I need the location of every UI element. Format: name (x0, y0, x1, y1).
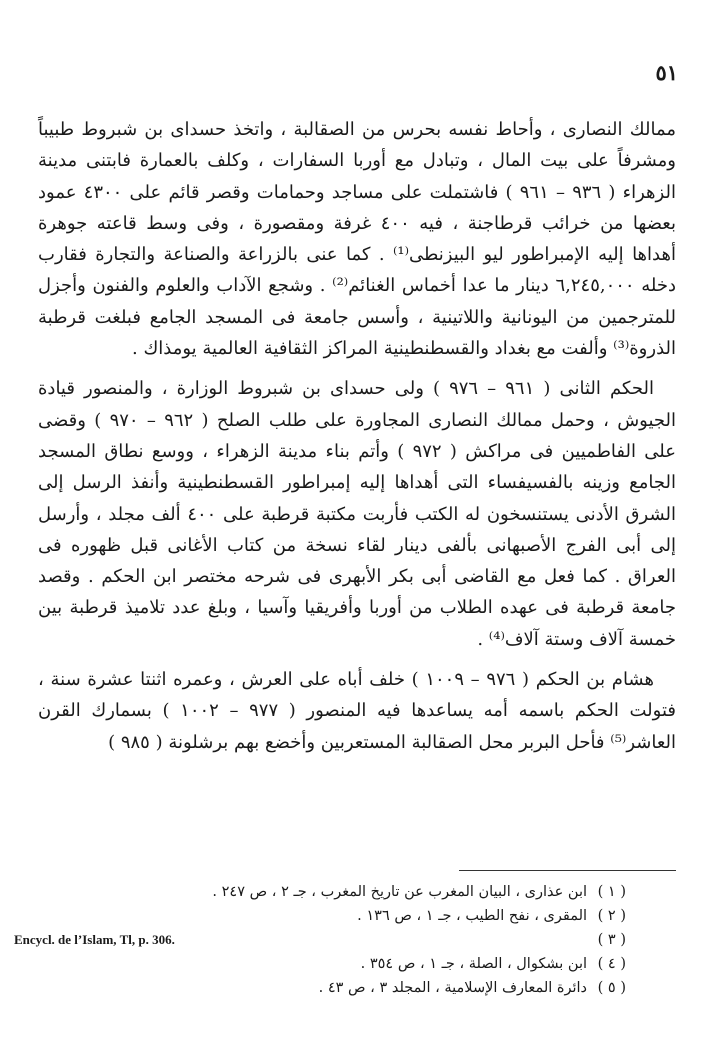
footnote-3 (14, 928, 626, 952)
main-text (38, 114, 676, 758)
footnote-latin-reference: Encycl. de l’Islam, Tl, p. 306. (14, 932, 175, 947)
footnote-number: ( ٥ ) (597, 980, 626, 996)
footnote-number: ( ٣ ) (597, 932, 626, 948)
footnote-5 (66, 976, 626, 1000)
footnote-text: ابن عذارى ، البيان المغرب عن تاريخ المغرب ، جـ ٢ ، ص ٢٤٧ . (212, 884, 588, 900)
footnote-divider (459, 870, 676, 871)
footnote-text: دائرة المعارف الإسلامية ، المجلد ٣ ، ص ٤٣ . (318, 980, 588, 996)
footnote-2 (66, 904, 626, 928)
footnote-text: ابن بشكوال ، الصلة ، جـ ١ ، ص ٣٥٤ . (360, 956, 588, 972)
paragraph-1: ممالك النصارى ، وأحاط نفسه بحرس من الصقالبة ، واتخذ حسداى بن شبروط طبيباً ومشرفاً على بيت المال ، وتبادل مع أوربا السفارات ، وكلف بالعمارة فابتنى مدينة الزهراء ( ٩٣٦ – ٩٦١ ) فاشتملت على مساجد وحمامات وقصر قائم على ٤٣٠٠ عمود بعضها من خرائب قرطاجنة ، فيه ٤٠٠ غرفة ومقصورة ، وفى وسط قاعته جوهرة أهداها إليه الإمبراطور ليو البيزنطى⁽¹⁾ . كما عنى بالزراعة والصناعة والتجارة فقارب دخله ٦,٢٤٥,٠٠٠ دينار ما عدا أخماس الغنائم⁽²⁾ . وشجع الآداب والعلوم والفنون وأجزل للمترجمين من اليونانية واللاتينية ، وأسس جامعة فى المسجد الجامع فبلغت قرطبة الذروة⁽³⁾ وألفت مع بغداد والقسطنطينية المراكز الثقافية العالمية يومذاك . (38, 119, 676, 360)
footnote-1 (66, 880, 626, 904)
footnote-number: ( ٤ ) (597, 956, 626, 972)
footnote-4 (66, 952, 626, 976)
page-number: ٥١ (655, 60, 678, 85)
paragraph-3: هشام بن الحكم ( ٩٧٦ – ١٠٠٩ ) خلف أباه على العرش ، وعمره اثنتا عشرة سنة ، فتولت الحكم باسمه أمه يساعدها فيه المنصور ( ٩٧٧ – ١٠٠٢ ) بسمارك القرن العاشر⁽⁵⁾ فأحل البربر محل الصقالبة المستعربين وأخضع بهم برشلونة ( ٩٨٥ ) (38, 669, 676, 753)
footnote-text: المقرى ، نفح الطيب ، جـ ١ ، ص ١٣٦ . (357, 908, 588, 924)
footnote-number: ( ٢ ) (597, 908, 626, 924)
footnote-number: ( ١ ) (597, 884, 626, 900)
paragraph-2: الحكم الثانى ( ٩٦١ – ٩٧٦ ) ولى حسداى بن شبروط الوزارة ، والمنصور قيادة الجيوش ، وحمل ممالك النصارى المجاورة على طلب الصلح ( ٩٦٢ – ٩٧٠ ) وقضى على الفاطميين فى مراكش ( ٩٧٢ ) وأتم بناء مدينة الزهراء ، ووسع نطاق المسجد الجامع وزينه بالفسيفساء التى أهداها إليه إمبراطور القسطنطينية وأنفذ الرسل إلى الشرق الأدنى يستنسخون له الكتب فأربت مكتبة قرطبة على ٤٠٠ ألف مجلد ، وأرسل إلى أبى الفرج الأصبهانى بألفى دينار لقاء نسخة من كتاب الأغانى قبل ظهوره فى العراق . كما فعل مع القاضى أبى بكر الأبهرى فى شرحه مختصر ابن الحكم . وقصد جامعة قرطبة فى عهده الطلاب من أوربا وأفريقيا وآسيا ، وبلغ عدد تلاميذ قرطبة بين خمسة آلاف وستة آلاف⁽⁴⁾ . (38, 378, 676, 650)
footnotes (14, 880, 626, 1000)
